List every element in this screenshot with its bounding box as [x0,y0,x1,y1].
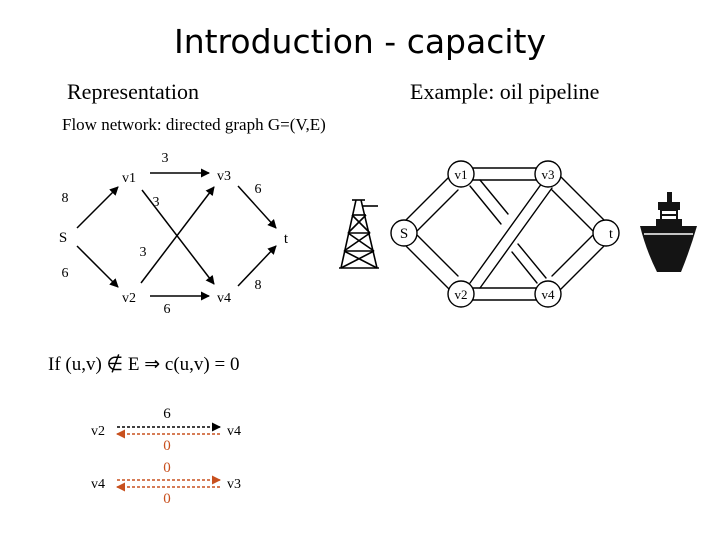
capacity-v4-t: 8 [254,278,262,293]
pipeline-node-t: t [609,227,613,242]
slide-title: Introduction - capacity [173,22,547,61]
pipeline-node-v1: v1 [454,167,468,182]
node-v3: v3 [217,169,231,184]
node-v1: v1 [122,171,136,186]
definition-text: Flow network: directed graph G=(V,E) [62,115,326,134]
edge-s-v2 [77,246,118,287]
pipeline-network [399,168,608,300]
capacity-v1-v3: 3 [161,151,169,166]
example-heading: Example: oil pipeline [410,79,600,104]
capacity-rule: If (u,v) ∉ E ⇒ c(u,v) = 0 [48,354,240,375]
representation-heading: Representation [67,79,199,104]
oil-tanker-ship-icon [640,192,697,272]
example-forward-capacity-second: 0 [163,460,171,476]
pipeline-node-v3: v3 [541,167,555,182]
capacity-v3-t: 6 [254,182,262,197]
oil-derrick-icon [339,200,379,268]
pipeline-junction-t [593,220,619,246]
node-v2: v2 [122,291,136,306]
edge-s-v1 [77,187,118,228]
example-node-v4-second: v4 [91,477,105,492]
capacity-v2-v4: 6 [163,302,171,317]
pipeline-node-v2: v2 [454,287,468,302]
pipeline-node-s: S [399,226,409,242]
capacity-v1-v4: 3 [152,195,160,210]
capacity-s-v2: 6 [61,266,69,281]
node-v4: v4 [217,291,231,306]
capacity-v2-v3: 3 [139,245,147,260]
pipeline-node-v4: v4 [541,287,555,302]
node-s: S [58,230,68,246]
example-forward-capacity: 6 [163,406,171,422]
example-pair-v4-v3 [91,460,241,507]
example-backward-capacity: 0 [163,438,171,454]
example-node-v3: v3 [227,477,241,492]
flow-network-graph [59,151,289,317]
capacity-s-v1: 8 [61,191,69,206]
example-node-v4: v4 [227,424,241,439]
node-t: t [283,231,289,247]
example-backward-capacity-second: 0 [163,491,171,507]
example-node-v2: v2 [91,424,105,439]
example-pair-v2-v4 [91,406,241,454]
